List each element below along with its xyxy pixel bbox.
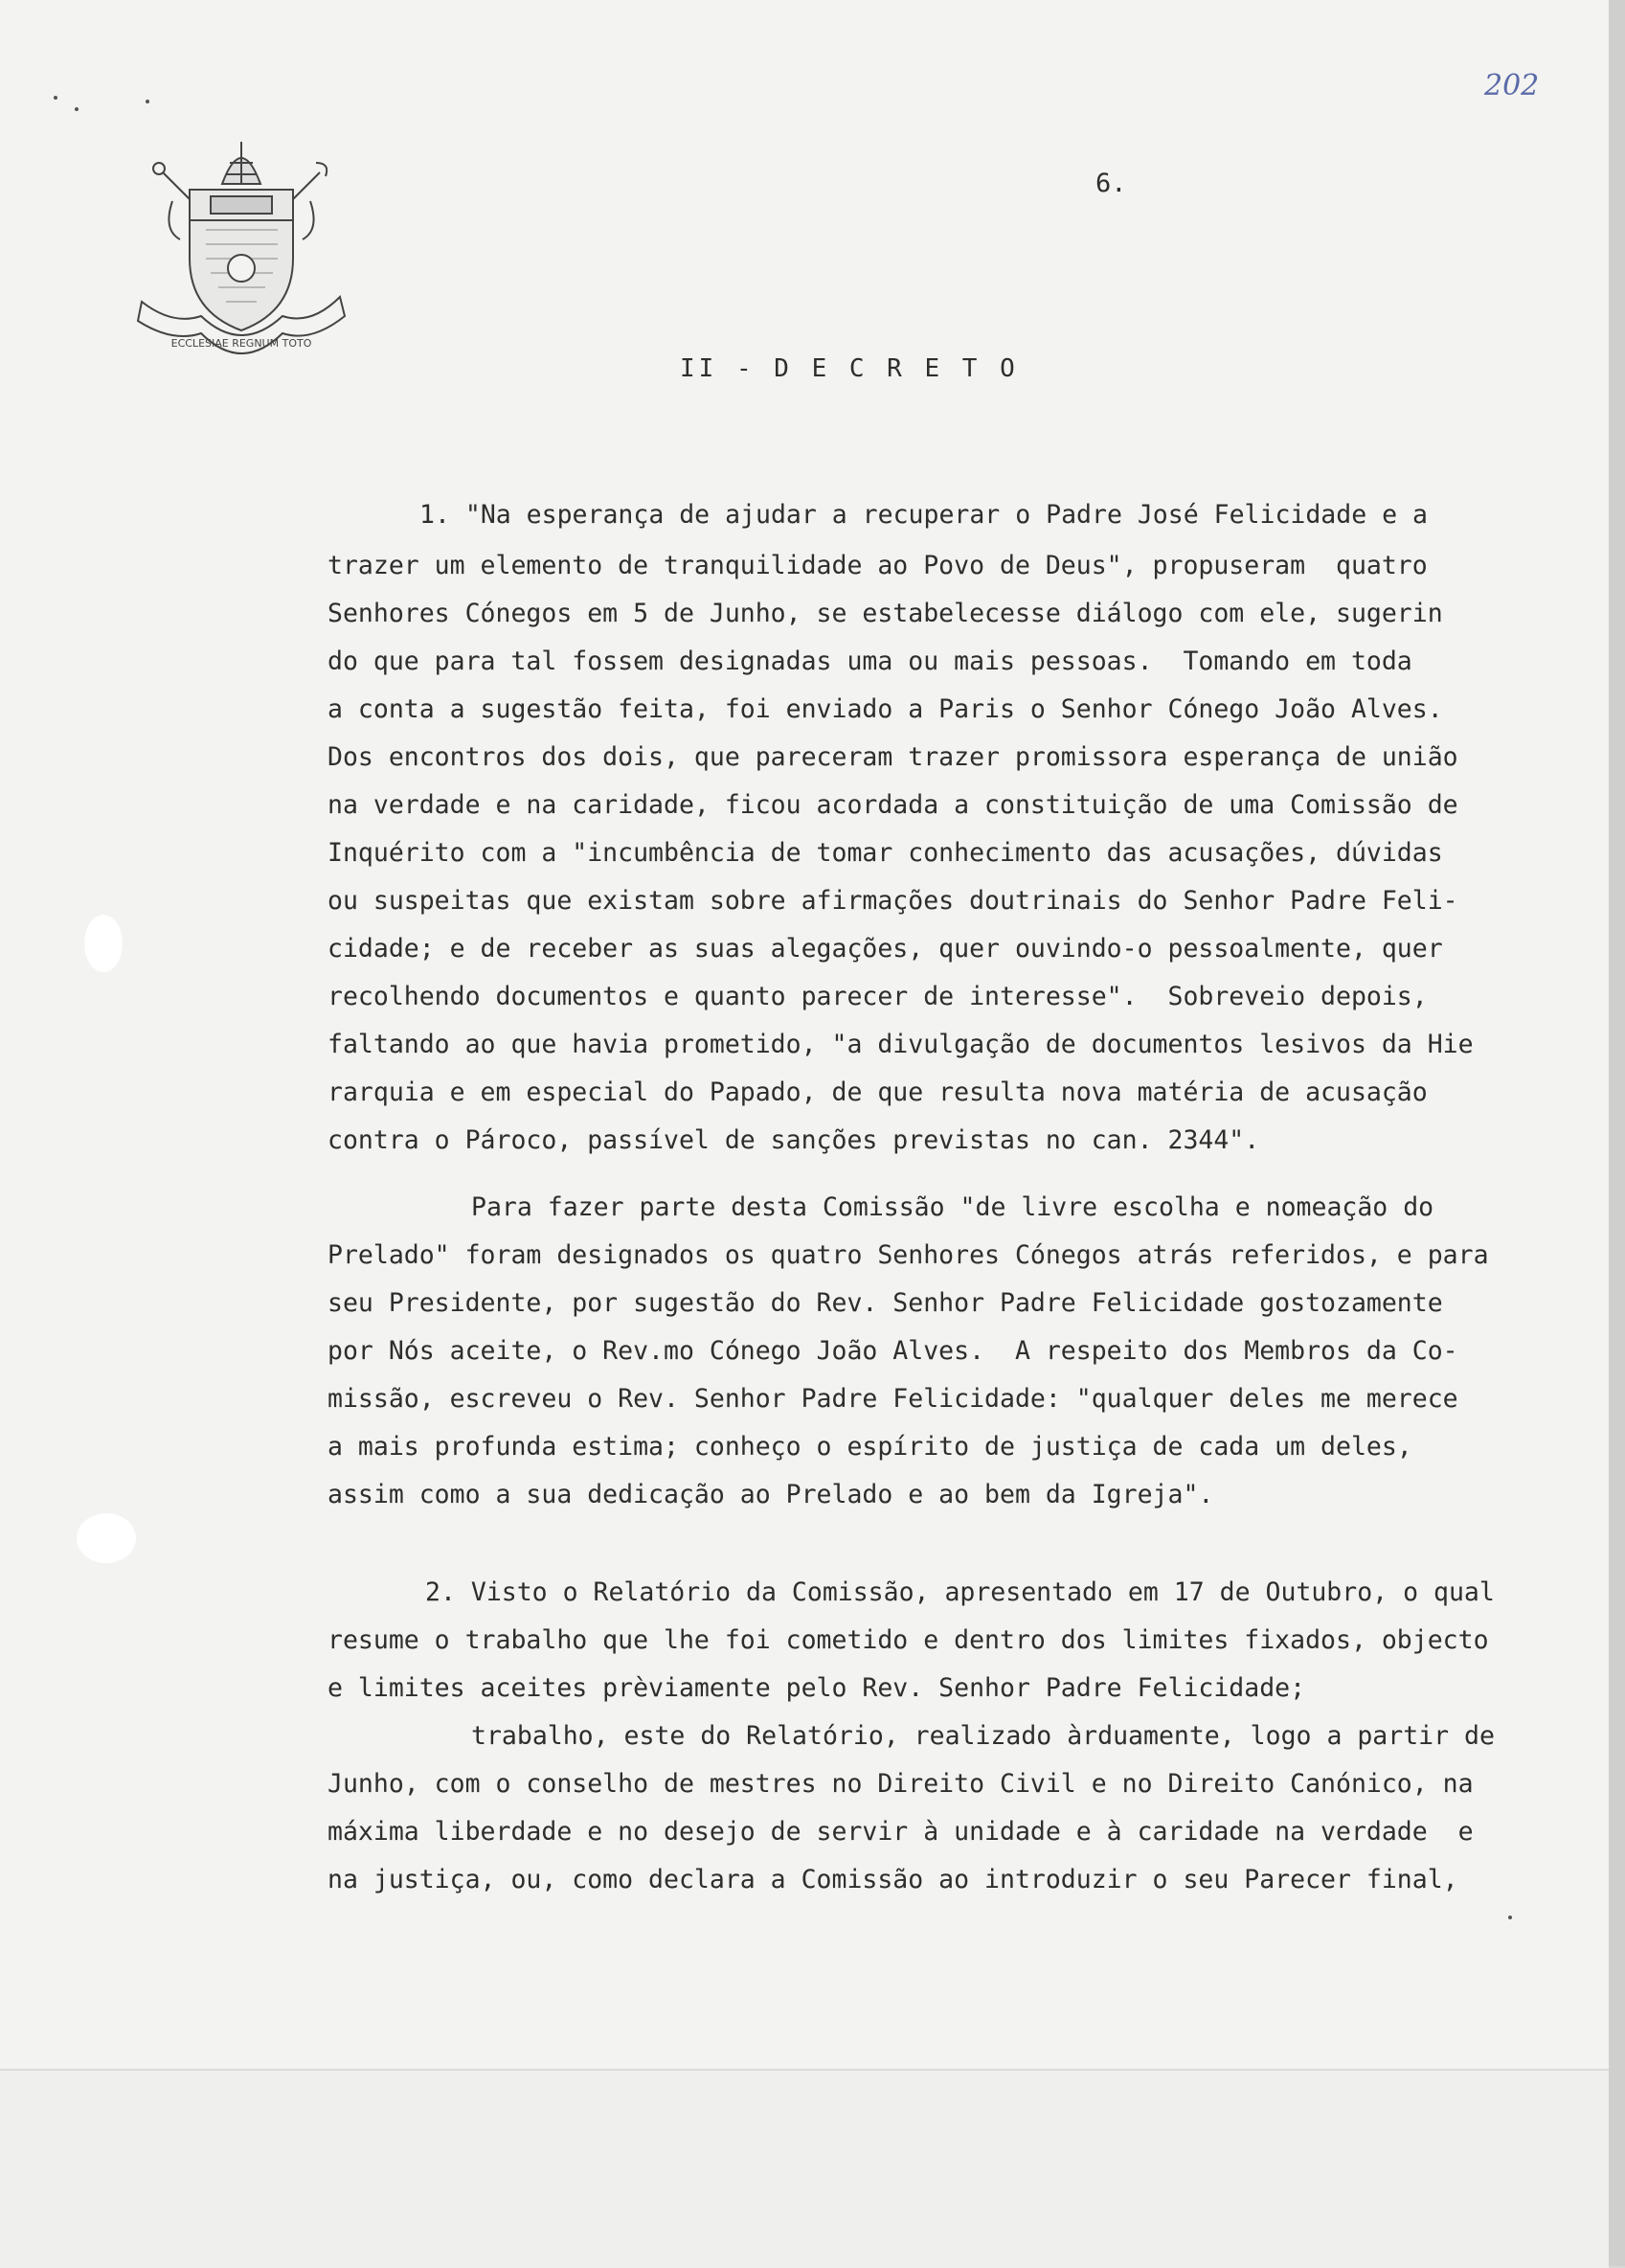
coat-of-arms-icon (134, 134, 350, 374)
text-line: cidade; e de receber as suas alegações, quer ouvindo-o pessoalmente, quer (327, 934, 1443, 964)
text-line: Dos encontros dos dois, que pareceram trazer promissora esperança de união (327, 742, 1458, 772)
text-line: assim como a sua dedicação ao Prelado e ao bem da Igreja". (327, 1480, 1214, 1509)
scan-right-edge (1609, 0, 1625, 2266)
text-line: por Nós aceite, o Rev.mo Cónego João Alves. A respeito dos Membros da Co- (327, 1336, 1458, 1366)
text-line: na verdade e na caridade, ficou acordada a constituição de uma Comissão de (327, 790, 1458, 820)
text-line: Inquérito com a "incumbência de tomar conhecimento das acusações, dúvidas (327, 838, 1443, 868)
ink-speck (75, 107, 79, 111)
text-line: resume o trabalho que lhe foi cometido e dentro dos limites fixados, objecto (327, 1625, 1489, 1655)
text-line: Junho, com o conselho de mestres no Direito Civil e no Direito Canónico, na (327, 1769, 1474, 1799)
text-line: máxima liberdade e no desejo de servir à unidade e à caridade na verdade e (327, 1817, 1474, 1847)
text-line: trazer um elemento de tranquilidade ao Povo de Deus", propuseram quatro (327, 551, 1428, 580)
text-line: rarquia e em especial do Papado, de que resulta nova matéria de acusação (327, 1077, 1428, 1107)
text-line: contra o Pároco, passível de sanções previstas no can. 2344". (327, 1125, 1260, 1155)
text-line: trabalho, este do Relatório, realizado àrduamente, logo a partir de (471, 1721, 1495, 1751)
text-line: 2. Visto o Relatório da Comissão, apresentado em 17 de Outubro, o qual (425, 1577, 1495, 1607)
text-line: na justiça, ou, como declara a Comissão ao introduzir o seu Parecer final, (327, 1865, 1458, 1894)
text-line: seu Presidente, por sugestão do Rev. Senhor Padre Felicidade gostozamente (327, 1288, 1443, 1318)
text-line: Prelado" foram designados os quatro Senhores Cónegos atrás referidos, e para (327, 1240, 1489, 1270)
text-line: a conta a sugestão feita, foi enviado a Paris o Senhor Cónego João Alves. (327, 694, 1443, 724)
page-number: 6. (1095, 169, 1127, 198)
text-line: recolhendo documentos e quanto parecer de interesse". Sobreveio depois, (327, 982, 1428, 1011)
text-line: missão, escreveu o Rev. Senhor Padre Felicidade: "qualquer deles me merece (327, 1384, 1458, 1414)
folio-number: 202 (1484, 69, 1540, 102)
section-title: II - D E C R E T O (680, 354, 1019, 383)
scanner-background-strip (0, 2069, 1609, 2268)
ink-speck (1508, 1916, 1512, 1919)
crest-motto: ECCLESIAE REGNUM TOTO (170, 337, 312, 350)
text-line: 1. "Na esperança de ajudar a recuperar o Padre José Felicidade e a (419, 500, 1428, 530)
text-line: ou suspeitas que existam sobre afirmações doutrinais do Senhor Padre Feli- (327, 886, 1458, 916)
ink-speck (54, 96, 57, 100)
text-line: Para fazer parte desta Comissão "de livre escolha e nomeação do (471, 1192, 1434, 1222)
text-line: a mais profunda estima; conheço o espírito de justiça de cada um deles, (327, 1432, 1412, 1462)
text-line: faltando ao que havia prometido, "a divulgação de documentos lesivos da Hie (327, 1030, 1474, 1059)
text-line: Senhores Cónegos em 5 de Junho, se estabelecesse diálogo com ele, sugerin (327, 599, 1443, 628)
punch-hole-lower (77, 1513, 136, 1563)
text-line: do que para tal fossem designadas uma ou mais pessoas. Tomando em toda (327, 646, 1412, 676)
text-line: e limites aceites prèviamente pelo Rev. Senhor Padre Felicidade; (327, 1673, 1306, 1703)
punch-hole-upper (84, 915, 123, 972)
ink-speck (146, 100, 149, 103)
